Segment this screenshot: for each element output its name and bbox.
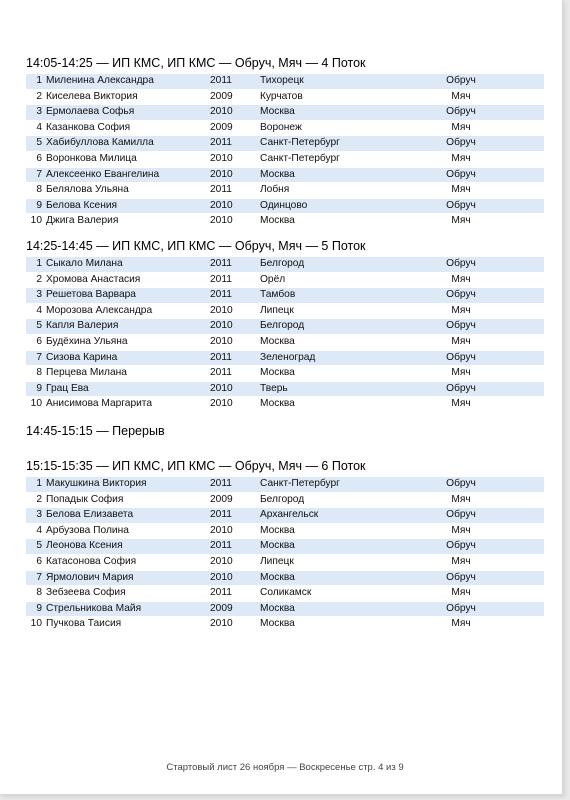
birth-year: 2011 (210, 257, 260, 273)
start-number: 8 (26, 183, 46, 199)
athlete-city: Москва (260, 214, 406, 229)
athlete-name: Грац Ева (46, 381, 210, 397)
athlete-city: Тамбов (260, 288, 406, 304)
birth-year: 2010 (210, 167, 260, 183)
start-number: 7 (26, 350, 46, 366)
flight-section-4 (26, 56, 544, 229)
apparatus (406, 257, 544, 273)
athlete-name: Ярмолович Мария (46, 570, 210, 586)
table-row (26, 601, 544, 617)
table-row (26, 136, 544, 152)
birth-year: 2010 (210, 105, 260, 121)
apparatus-label: Обруч (446, 137, 476, 149)
birth-year: 2009 (210, 601, 260, 617)
table-row (26, 288, 544, 304)
table-row (26, 257, 544, 273)
birth-year: 2011 (210, 366, 260, 382)
athlete-city: Липецк (260, 303, 406, 319)
start-number: 8 (26, 366, 46, 382)
start-number: 9 (26, 198, 46, 214)
birth-year: 2011 (210, 508, 260, 524)
apparatus-label: Обруч (446, 351, 476, 363)
athlete-city: Москва (260, 105, 406, 121)
start-number: 8 (26, 586, 46, 602)
table-row (26, 554, 544, 570)
apparatus-label: Мяч (451, 493, 471, 505)
apparatus (406, 523, 544, 539)
apparatus-label: Мяч (451, 273, 471, 285)
start-number: 4 (26, 523, 46, 539)
start-number: 7 (26, 167, 46, 183)
apparatus (406, 105, 544, 121)
athlete-name: Будёхина Ульяна (46, 334, 210, 350)
apparatus-label: Мяч (451, 335, 471, 347)
start-number: 5 (26, 136, 46, 152)
apparatus (406, 397, 544, 412)
table-row (26, 350, 544, 366)
apparatus (406, 151, 544, 167)
start-number: 1 (26, 74, 46, 90)
athlete-city: Москва (260, 601, 406, 617)
apparatus-label: Мяч (451, 121, 471, 133)
athlete-city: Липецк (260, 554, 406, 570)
birth-year: 2011 (210, 136, 260, 152)
athlete-city: Москва (260, 523, 406, 539)
apparatus (406, 319, 544, 335)
athlete-name: Пучкова Таисия (46, 617, 210, 632)
athlete-city: Москва (260, 570, 406, 586)
page-footer: Стартовый лист 26 ноября — Воскресенье стр. 4 из 9 (166, 762, 404, 773)
birth-year: 2009 (210, 89, 260, 105)
table-row (26, 74, 544, 90)
table-row (26, 381, 544, 397)
section-title: 14:25-14:45 — ИП КМС, ИП КМС — Обруч, Мяч — 5 Поток (26, 239, 366, 253)
birth-year: 2011 (210, 288, 260, 304)
apparatus (406, 508, 544, 524)
athlete-city: Белгород (260, 319, 406, 335)
start-number: 6 (26, 334, 46, 350)
apparatus (406, 381, 544, 397)
apparatus (406, 477, 544, 493)
apparatus-label: Обруч (446, 478, 476, 489)
athlete-city: Зеленоград (260, 350, 406, 366)
apparatus (406, 617, 544, 632)
athlete-city: Москва (260, 366, 406, 382)
athlete-name: Анисимова Маргарита (46, 397, 210, 412)
athlete-city: Белгород (260, 492, 406, 508)
table-row (26, 319, 544, 335)
athlete-name: Хабибуллова Камилла (46, 136, 210, 152)
start-number: 9 (26, 381, 46, 397)
birth-year: 2011 (210, 477, 260, 493)
birth-year: 2010 (210, 381, 260, 397)
apparatus-label: Обруч (446, 199, 476, 211)
birth-year: 2010 (210, 214, 260, 229)
athlete-city: Курчатов (260, 89, 406, 105)
apparatus-label: Обруч (446, 571, 476, 583)
apparatus (406, 89, 544, 105)
athlete-name: Сыкало Милана (46, 257, 210, 273)
flight-section-6 (26, 459, 544, 632)
athlete-name: Перцева Милана (46, 366, 210, 382)
start-list-table (26, 73, 544, 229)
athlete-city: Соликамск (260, 586, 406, 602)
birth-year: 2011 (210, 183, 260, 199)
athlete-city: Москва (260, 539, 406, 555)
birth-year: 2010 (210, 151, 260, 167)
apparatus-label: Мяч (451, 367, 471, 379)
apparatus-label: Обруч (446, 258, 476, 269)
apparatus (406, 334, 544, 350)
table-row (26, 539, 544, 555)
start-list-table (26, 256, 544, 412)
apparatus-label: Обруч (446, 289, 476, 301)
athlete-name: Арбузова Полина (46, 523, 210, 539)
start-number: 4 (26, 120, 46, 136)
athlete-city: Санкт-Петербург (260, 136, 406, 152)
apparatus-label: Мяч (451, 555, 471, 567)
apparatus (406, 492, 544, 508)
start-number: 7 (26, 570, 46, 586)
apparatus-label: Обруч (446, 382, 476, 394)
table-row (26, 198, 544, 214)
start-number: 2 (26, 492, 46, 508)
apparatus (406, 74, 544, 90)
apparatus-label: Обруч (446, 602, 476, 614)
start-number: 6 (26, 151, 46, 167)
athlete-name: Ермолаева Софья (46, 105, 210, 121)
athlete-city: Орёл (260, 272, 406, 288)
start-number: 10 (26, 214, 46, 229)
athlete-name: Белова Елизавета (46, 508, 210, 524)
apparatus (406, 303, 544, 319)
birth-year: 2010 (210, 397, 260, 412)
apparatus-label: Мяч (451, 398, 471, 410)
apparatus (406, 214, 544, 229)
apparatus-label: Мяч (451, 184, 471, 196)
birth-year: 2011 (210, 74, 260, 90)
athlete-city: Санкт-Петербург (260, 477, 406, 493)
athlete-name: Капля Валерия (46, 319, 210, 335)
apparatus (406, 198, 544, 214)
start-number: 1 (26, 477, 46, 493)
athlete-city: Тихорецк (260, 74, 406, 90)
start-number: 6 (26, 554, 46, 570)
athlete-name: Белова Ксения (46, 198, 210, 214)
table-row (26, 303, 544, 319)
apparatus-label: Мяч (451, 152, 471, 164)
apparatus-label: Мяч (451, 215, 471, 227)
apparatus-label: Обруч (446, 509, 476, 521)
table-row (26, 477, 544, 493)
apparatus (406, 120, 544, 136)
apparatus (406, 136, 544, 152)
birth-year: 2010 (210, 198, 260, 214)
start-number: 3 (26, 508, 46, 524)
apparatus-label: Мяч (451, 524, 471, 536)
table-row (26, 89, 544, 105)
start-number: 5 (26, 319, 46, 335)
birth-year: 2011 (210, 586, 260, 602)
table-row (26, 151, 544, 167)
table-row (26, 366, 544, 382)
athlete-name: Воронкова Милица (46, 151, 210, 167)
athlete-name: Алексеенко Евангелина (46, 167, 210, 183)
apparatus (406, 288, 544, 304)
apparatus-label: Мяч (451, 587, 471, 599)
apparatus (406, 350, 544, 366)
athlete-city: Москва (260, 397, 406, 412)
table-row (26, 617, 544, 632)
birth-year: 2010 (210, 570, 260, 586)
start-list-table (26, 476, 544, 632)
apparatus (406, 366, 544, 382)
athlete-name: Зебзеева София (46, 586, 210, 602)
apparatus-label: Мяч (451, 90, 471, 102)
apparatus (406, 183, 544, 199)
table-row (26, 272, 544, 288)
apparatus-label: Обруч (446, 320, 476, 332)
athlete-city: Тверь (260, 381, 406, 397)
start-number: 2 (26, 272, 46, 288)
table-row (26, 397, 544, 412)
table-row (26, 586, 544, 602)
start-number: 1 (26, 257, 46, 273)
apparatus-label: Обруч (446, 540, 476, 552)
athlete-name: Леонова Ксения (46, 539, 210, 555)
birth-year: 2011 (210, 539, 260, 555)
athlete-city: Москва (260, 167, 406, 183)
athlete-name: Макушкина Виктория (46, 477, 210, 493)
athlete-city: Белгород (260, 257, 406, 273)
start-number: 10 (26, 617, 46, 632)
table-row (26, 334, 544, 350)
apparatus (406, 539, 544, 555)
table-row (26, 105, 544, 121)
table-row (26, 570, 544, 586)
birth-year: 2009 (210, 120, 260, 136)
start-number: 3 (26, 288, 46, 304)
athlete-name: Хромова Анастасия (46, 272, 210, 288)
athlete-name: Казанкова София (46, 120, 210, 136)
athlete-name: Миленина Александра (46, 74, 210, 90)
athlete-name: Стрельникова Майя (46, 601, 210, 617)
start-number: 4 (26, 303, 46, 319)
apparatus (406, 570, 544, 586)
section-title: 14:05-14:25 — ИП КМС, ИП КМС — Обруч, Мяч — 4 Поток (26, 56, 366, 70)
birth-year: 2010 (210, 319, 260, 335)
start-number: 3 (26, 105, 46, 121)
apparatus (406, 586, 544, 602)
athlete-city: Воронеж (260, 120, 406, 136)
athlete-city: Одинцово (260, 198, 406, 214)
athlete-city: Москва (260, 617, 406, 632)
athlete-name: Сизова Карина (46, 350, 210, 366)
birth-year: 2010 (210, 334, 260, 350)
table-row (26, 214, 544, 229)
start-number: 5 (26, 539, 46, 555)
athlete-name: Решетова Варвара (46, 288, 210, 304)
table-row (26, 492, 544, 508)
athlete-name: Белялова Ульяна (46, 183, 210, 199)
start-number: 10 (26, 397, 46, 412)
apparatus-label: Обруч (446, 168, 476, 180)
apparatus (406, 272, 544, 288)
athlete-city: Архангельск (260, 508, 406, 524)
apparatus (406, 554, 544, 570)
apparatus (406, 167, 544, 183)
start-number: 2 (26, 89, 46, 105)
athlete-name: Джига Валерия (46, 214, 210, 229)
birth-year: 2010 (210, 617, 260, 632)
birth-year: 2010 (210, 554, 260, 570)
birth-year: 2010 (210, 523, 260, 539)
birth-year: 2011 (210, 350, 260, 366)
table-row (26, 508, 544, 524)
athlete-name: Попадык София (46, 492, 210, 508)
table-row (26, 120, 544, 136)
birth-year: 2010 (210, 303, 260, 319)
athlete-name: Киселева Виктория (46, 89, 210, 105)
athlete-name: Морозова Александра (46, 303, 210, 319)
athlete-city: Москва (260, 334, 406, 350)
birth-year: 2011 (210, 272, 260, 288)
start-number: 9 (26, 601, 46, 617)
apparatus-label: Обруч (446, 75, 476, 86)
table-row (26, 523, 544, 539)
table-row (26, 183, 544, 199)
apparatus-label: Обруч (446, 106, 476, 118)
apparatus (406, 601, 544, 617)
athlete-city: Лобня (260, 183, 406, 199)
athlete-name: Катасонова София (46, 554, 210, 570)
flight-section-5 (26, 239, 544, 412)
athlete-city: Санкт-Петербург (260, 151, 406, 167)
table-row (26, 167, 544, 183)
section-title: 15:15-15:35 — ИП КМС, ИП КМС — Обруч, Мяч — 6 Поток (26, 459, 366, 473)
apparatus-label: Мяч (451, 304, 471, 316)
break-title: 14:45-15:15 — Перерыв (26, 424, 165, 438)
birth-year: 2009 (210, 492, 260, 508)
apparatus-label: Мяч (451, 618, 471, 630)
